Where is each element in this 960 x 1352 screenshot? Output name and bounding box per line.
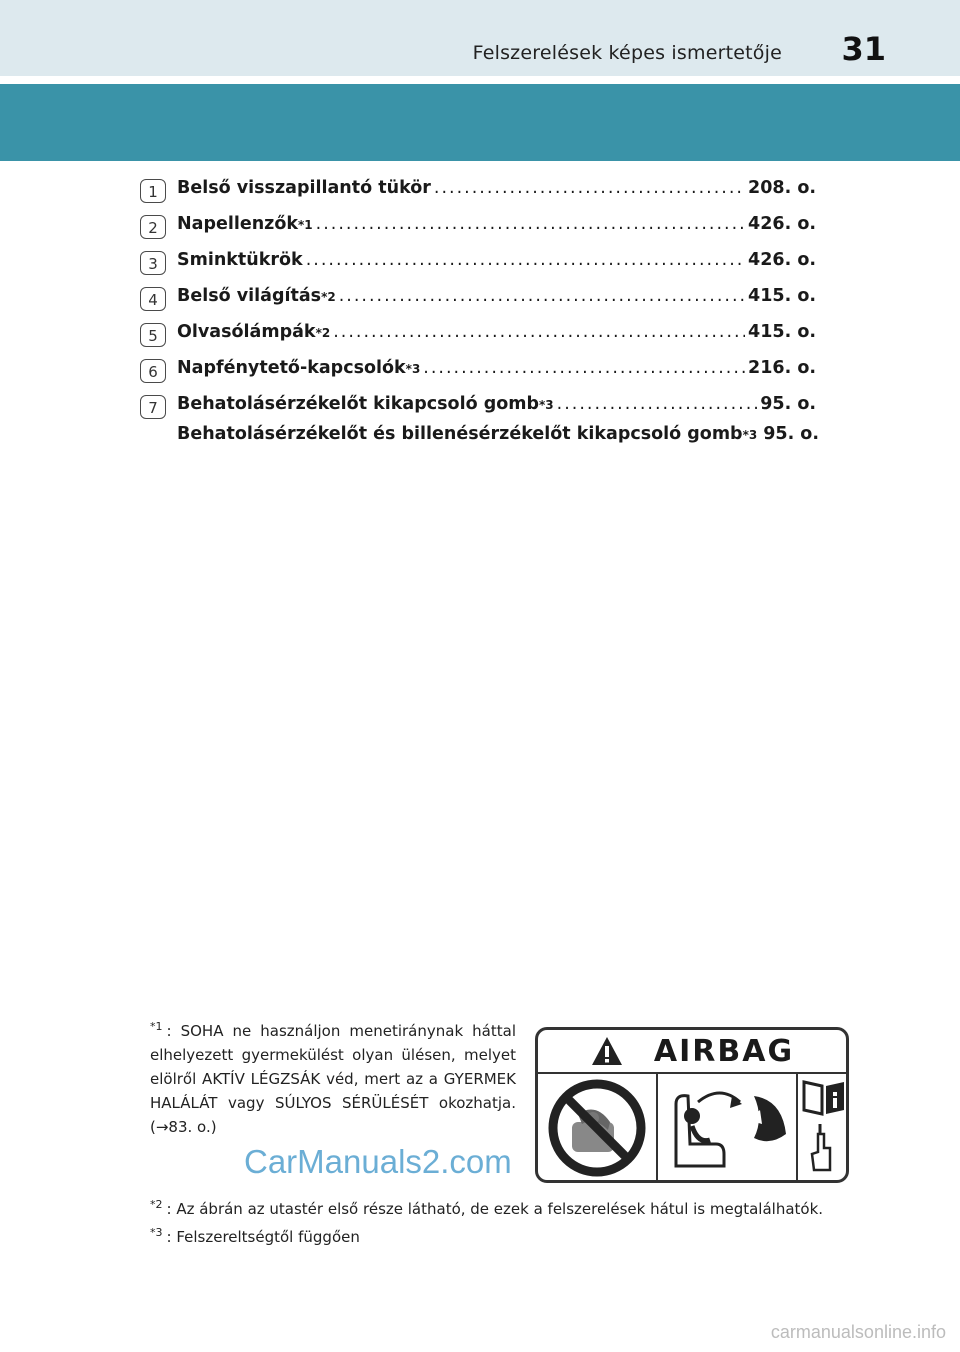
item-number-badge: 7 [140, 395, 166, 419]
page-number: 31 [841, 30, 886, 68]
item-label: Belső visszapillantó tükör [177, 178, 431, 198]
item-page-ref[interactable]: 415. o. [748, 286, 816, 306]
item-page-ref[interactable]: 216. o. [748, 358, 816, 378]
index-item: 7 Behatolásérzékelőt kikapcsoló gomb *3 ..... 95. o. Behatolásérzékelőt és billenésérzékelőt kikapcsoló gomb *3 95. o. [140, 392, 816, 462]
airbag-deploy-seat-icon [658, 1074, 798, 1182]
index-item [140, 248, 816, 284]
item-label: Olvasólámpák [177, 322, 316, 342]
footnote-3: $^{*3}$ : Felszereltségtől függően [150, 1226, 360, 1246]
footnote-3-text: : Felszereltségtől függően [166, 1228, 360, 1246]
item-number-badge: 1 [140, 179, 166, 203]
section-banner [0, 84, 960, 161]
item-page-ref[interactable]: 426. o. [748, 214, 816, 234]
item-number-badge: 4 [140, 287, 166, 311]
item-label: Belső világítás [177, 286, 322, 306]
equipment-index-list [140, 176, 819, 462]
item-label: Behatolásérzékelőt kikapcsoló gomb [177, 394, 540, 414]
footnote-2: $^{*2}$ : Az ábrán az utastér első része látható, de ezek a felszerelések hátul is megtalálhatók. [150, 1198, 824, 1218]
item-page-ref-secondary[interactable]: 95. o. [763, 424, 819, 444]
no-rear-facing-seat-icon [538, 1074, 658, 1182]
item-number-badge: 3 [140, 251, 166, 275]
info-book-icon [798, 1074, 849, 1182]
carmanuals-watermark: CarManuals2.com [244, 1143, 512, 1180]
warning-triangle-icon [590, 1035, 624, 1067]
item-label: Napfénytető-kapcsolók [177, 358, 406, 378]
index-item: 6 Napfénytető-kapcsolók *3 ..... 216. o. [140, 356, 816, 392]
airbag-word: AIRBAG [653, 1033, 795, 1069]
item-label: Sminktükrök [177, 250, 303, 270]
item-page-ref[interactable]: 208. o. [748, 178, 816, 198]
footnote-1-text: : SOHA ne használjon menetiránynak háttal elhelyezett gyermekülést olyan ülésen, melyet elölről AKTÍV LÉGZSÁK véd, mert az a GYERMEK HALÁLÁT vagy SÚLYOS SÉRÜLÉSÉT okozhatja. (→83. o.) [150, 1022, 516, 1136]
item-number-badge: 6 [140, 359, 166, 383]
top-header-bar [0, 0, 960, 76]
item-number-badge: 5 [140, 323, 166, 347]
index-item [140, 176, 816, 212]
section-title: Felszerelések képes ismertetője [472, 42, 782, 64]
index-item: 4 Belső világítás *2 ..... 415. o. [140, 284, 816, 320]
footnote-1: $^{*1}$ : SOHA ne használjon menetiránynak háttal elhelyezett gyermekülést olyan ülésen, melyet elölről AKTÍV LÉGZSÁK véd, mert az a GYERMEK HALÁLÁT vagy SÚLYOS SÉRÜLÉSÉT okozhatja. (→83. o.) [150, 1020, 516, 1136]
item-label-secondary: Behatolásérzékelőt és billenésérzékelőt kikapcsoló gomb [177, 424, 743, 444]
airbag-warning-label [535, 1027, 849, 1183]
item-page-ref[interactable]: 95. o. [760, 394, 816, 414]
item-number-badge: 2 [140, 215, 166, 239]
index-item: 5 Olvasólámpák *2 ..... 415. o. [140, 320, 816, 356]
index-item: 2 Napellenzők *1 ..... 426. o. [140, 212, 816, 248]
item-page-ref[interactable]: 415. o. [748, 322, 816, 342]
item-page-ref[interactable]: 426. o. [748, 250, 816, 270]
footnote-2-text: : Az ábrán az utastér első része látható, de ezek a felszerelések hátul is megtalálhatók. [166, 1200, 824, 1218]
site-watermark: carmanualsonline.info [770, 1322, 946, 1342]
item-label: Napellenzők [177, 214, 299, 234]
